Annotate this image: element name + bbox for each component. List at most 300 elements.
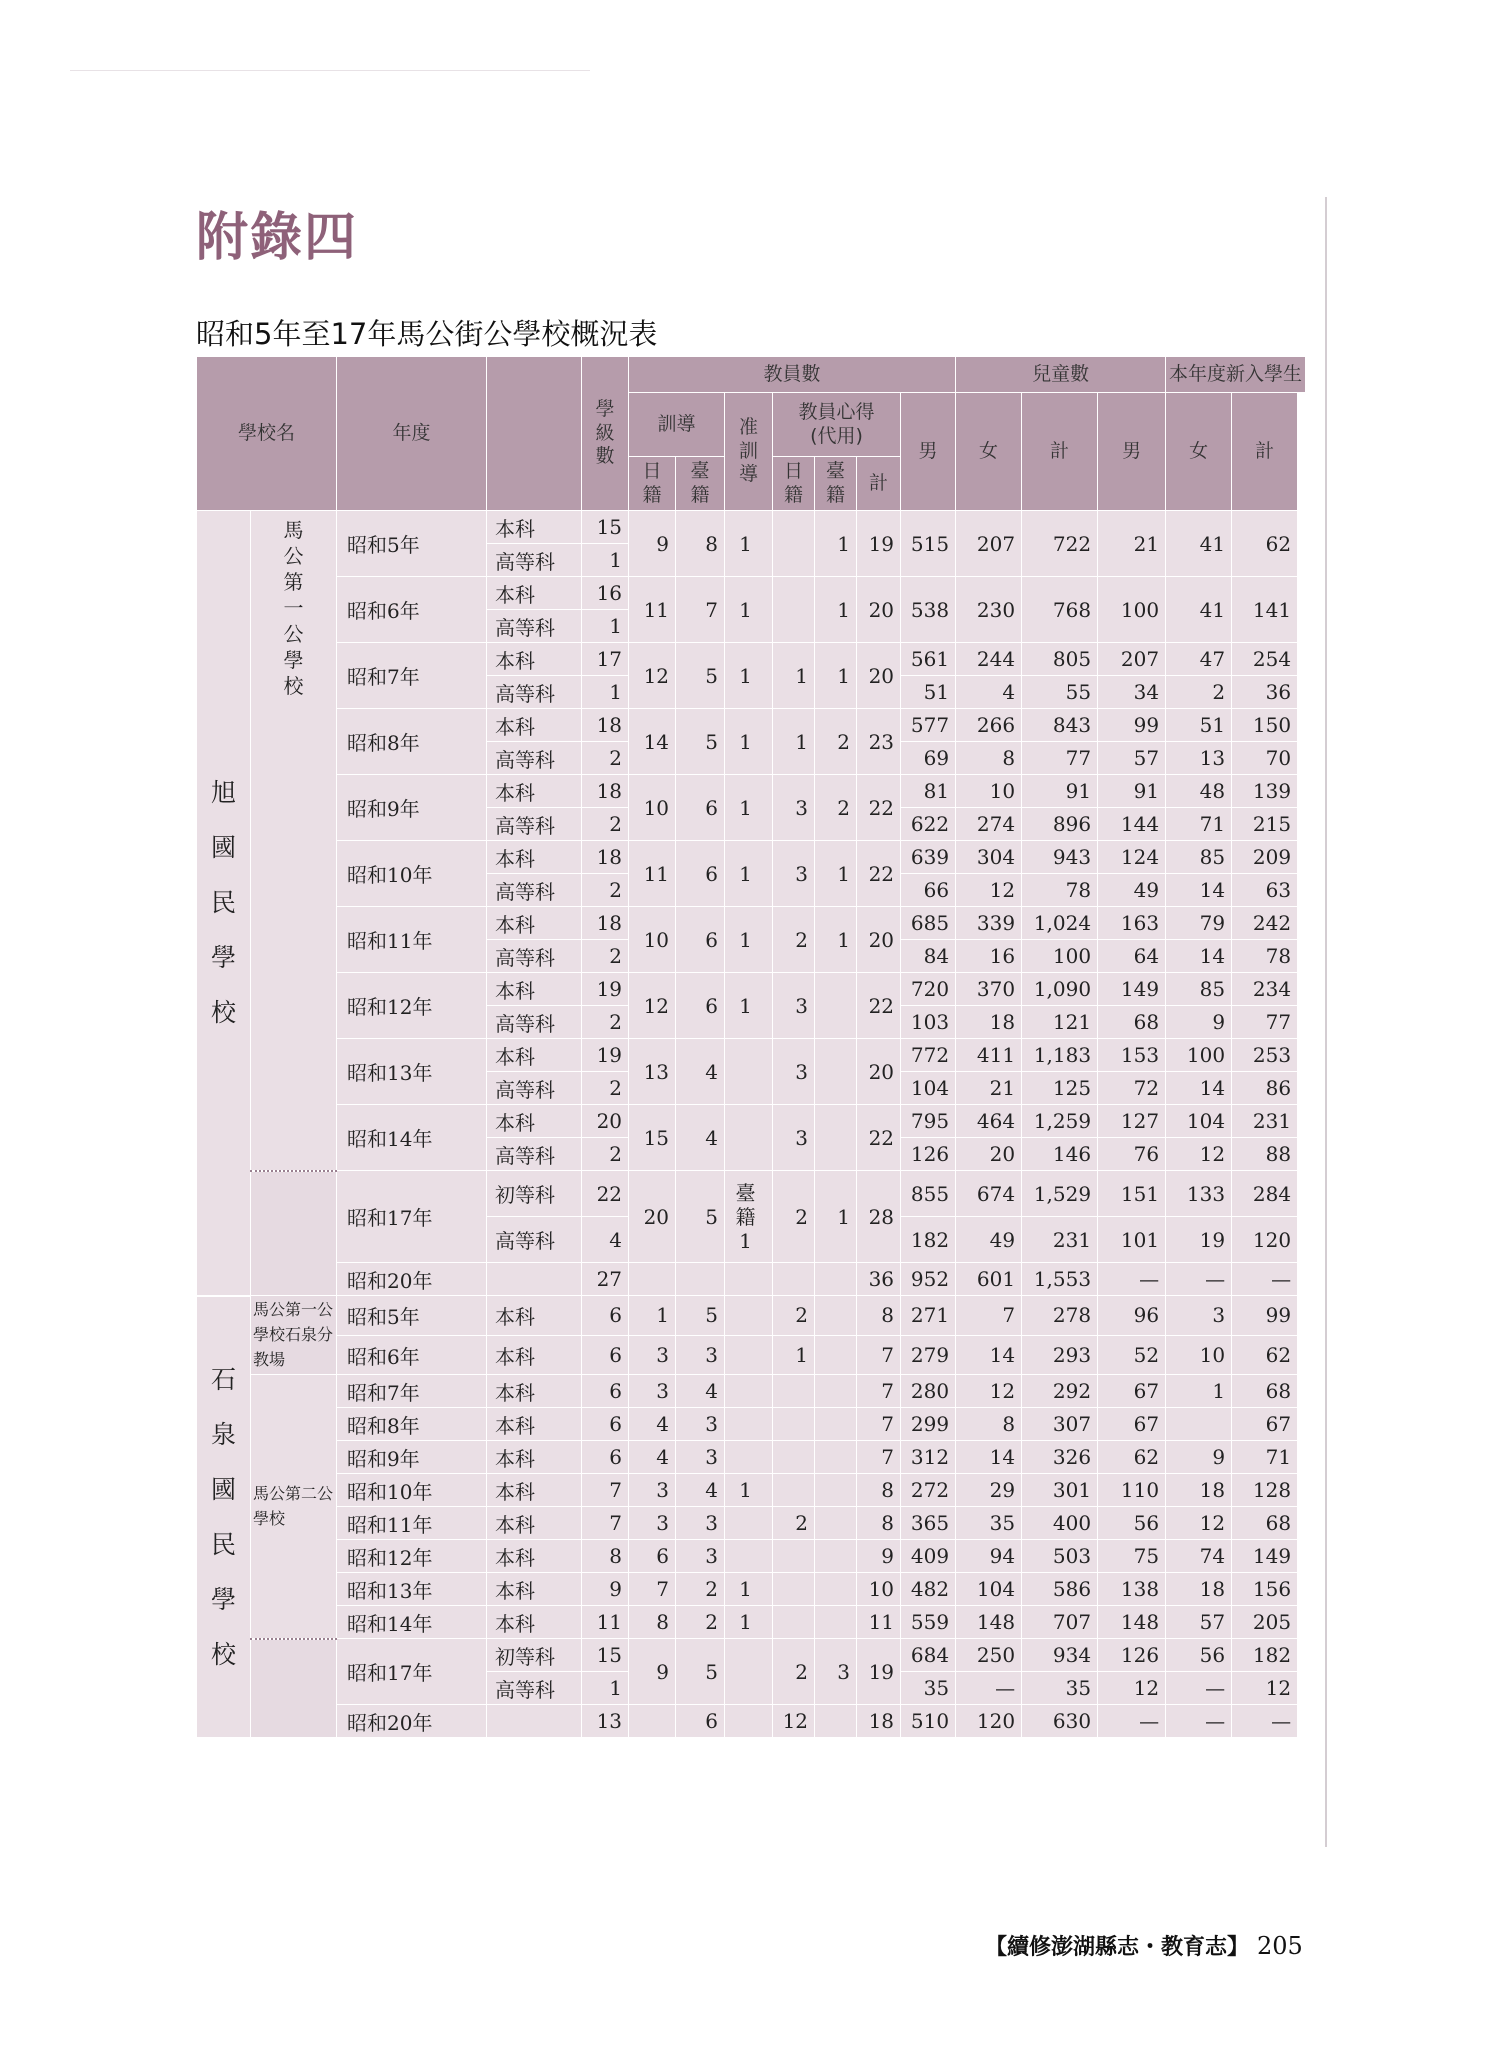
count-cell: 71 [1232, 1441, 1298, 1474]
count-cell: 12 [1232, 1672, 1298, 1705]
teacher-cell [815, 1335, 857, 1375]
count-cell: 67 [1232, 1408, 1298, 1441]
teacher-cell: 5 [676, 1171, 725, 1263]
count-cell: 622 [901, 808, 956, 841]
count-cell: 1 [1166, 1375, 1232, 1408]
classes-cell: 13 [582, 1705, 629, 1738]
teacher-cell: 8 [857, 1507, 901, 1540]
count-cell: 2 [1166, 676, 1232, 709]
count-cell: 515 [901, 511, 956, 577]
year-cell: 昭和14年 [337, 1606, 487, 1639]
count-cell: 47 [1166, 643, 1232, 676]
teacher-cell [773, 1606, 815, 1639]
teacher-cell: 8 [676, 511, 725, 577]
type-cell: 本科 [487, 1573, 582, 1606]
count-cell: 52 [1098, 1335, 1166, 1375]
jun-kundou-cell [725, 1408, 773, 1441]
count-cell: 100 [1098, 577, 1166, 643]
teacher-cell [815, 1296, 857, 1336]
count-cell: 1,553 [1022, 1263, 1098, 1296]
type-cell: 初等科 [487, 1171, 582, 1217]
teacher-cell [773, 1474, 815, 1507]
jun-kundou-cell: 1 [725, 709, 773, 775]
type-cell: 本科 [487, 1296, 582, 1336]
year-cell: 昭和7年 [337, 643, 487, 709]
teacher-cell: 10 [629, 775, 676, 841]
year-cell: 昭和10年 [337, 1474, 487, 1507]
school-name-asahi: 旭國民學校 [197, 511, 251, 1296]
count-cell: 120 [1232, 1217, 1298, 1263]
jun-kundou-cell: 1 [725, 775, 773, 841]
count-cell: 7 [956, 1296, 1022, 1336]
count-cell: 110 [1098, 1474, 1166, 1507]
year-cell: 昭和6年 [337, 1335, 487, 1375]
count-cell: 35 [901, 1672, 956, 1705]
teacher-cell: 4 [676, 1375, 725, 1408]
count-cell: 56 [1166, 1639, 1232, 1672]
teacher-cell: 2 [773, 1296, 815, 1336]
count-cell: 464 [956, 1105, 1022, 1138]
count-cell: 149 [1098, 973, 1166, 1006]
count-cell: 943 [1022, 841, 1098, 874]
teacher-cell: 1 [629, 1296, 676, 1336]
type-cell: 高等科 [487, 874, 582, 907]
jun-kundou-cell: 臺籍1 [725, 1171, 773, 1263]
count-cell: 292 [1022, 1375, 1098, 1408]
count-cell: 99 [1098, 709, 1166, 742]
count-cell: 370 [956, 973, 1022, 1006]
footer-book-title: 【續修澎湖縣志・教育志】 [985, 1934, 1250, 1960]
count-cell: 62 [1232, 1335, 1298, 1375]
count-cell: 9 [1166, 1006, 1232, 1039]
teacher-cell: 3 [629, 1335, 676, 1375]
classes-cell: 18 [582, 709, 629, 742]
count-cell: 934 [1022, 1639, 1098, 1672]
teacher-cell: 2 [773, 907, 815, 973]
teacher-cell: 3 [629, 1375, 676, 1408]
type-cell: 高等科 [487, 1072, 582, 1105]
classes-cell: 17 [582, 643, 629, 676]
count-cell: 266 [956, 709, 1022, 742]
count-cell: 253 [1232, 1039, 1298, 1072]
teacher-cell: 11 [629, 841, 676, 907]
jun-kundou-cell: 1 [725, 907, 773, 973]
teacher-cell [815, 1606, 857, 1639]
classes-cell: 8 [582, 1540, 629, 1573]
year-cell: 昭和14年 [337, 1105, 487, 1171]
count-cell: 96 [1098, 1296, 1166, 1336]
teacher-cell: 4 [676, 1105, 725, 1171]
teacher-cell [773, 1573, 815, 1606]
count-cell: — [1166, 1705, 1232, 1738]
count-cell: 365 [901, 1507, 956, 1540]
year-cell: 昭和6年 [337, 577, 487, 643]
table-row [197, 709, 1306, 742]
table-row [197, 1171, 1306, 1217]
count-cell: 120 [956, 1705, 1022, 1738]
count-cell: 1,259 [1022, 1105, 1098, 1138]
header-new-female: 女 [1166, 393, 1232, 511]
jun-kundou-cell [725, 1507, 773, 1540]
sub-blank [251, 1639, 337, 1738]
teacher-cell: 14 [629, 709, 676, 775]
teacher-cell: 23 [857, 709, 901, 775]
count-cell: 163 [1098, 907, 1166, 940]
count-cell: 271 [901, 1296, 956, 1336]
count-cell: — [1232, 1705, 1298, 1738]
count-cell: 148 [1098, 1606, 1166, 1639]
teacher-cell: 3 [773, 1039, 815, 1105]
classes-cell: 18 [582, 775, 629, 808]
teacher-cell [773, 1441, 815, 1474]
count-cell: 400 [1022, 1507, 1098, 1540]
type-cell: 本科 [487, 1375, 582, 1408]
count-cell: 153 [1098, 1039, 1166, 1072]
count-cell: 55 [1022, 676, 1098, 709]
year-cell: 昭和17年 [337, 1639, 487, 1705]
year-cell: 昭和9年 [337, 775, 487, 841]
teacher-cell [773, 511, 815, 577]
teacher-cell [815, 1705, 857, 1738]
count-cell: 104 [901, 1072, 956, 1105]
jun-kundou-cell [725, 1105, 773, 1171]
count-cell: 510 [901, 1705, 956, 1738]
type-cell: 本科 [487, 841, 582, 874]
teacher-cell: 2 [773, 1171, 815, 1263]
count-cell: 150 [1232, 709, 1298, 742]
classes-cell: 19 [582, 973, 629, 1006]
count-cell: 141 [1232, 577, 1298, 643]
table-row [197, 1507, 1306, 1540]
count-cell: 772 [901, 1039, 956, 1072]
teacher-cell: 11 [857, 1606, 901, 1639]
type-cell: 高等科 [487, 1672, 582, 1705]
classes-cell: 1 [582, 676, 629, 709]
year-cell: 昭和13年 [337, 1039, 487, 1105]
count-cell: 36 [1232, 676, 1298, 709]
teacher-cell [815, 1540, 857, 1573]
teacher-cell: 8 [857, 1296, 901, 1336]
count-cell: 279 [901, 1335, 956, 1375]
count-cell: — [1098, 1705, 1166, 1738]
header-kundou-japanese: 日籍 [629, 457, 676, 511]
classes-cell: 15 [582, 511, 629, 544]
header-jun-kundou: 准訓導 [725, 393, 773, 511]
type-cell: 本科 [487, 1474, 582, 1507]
type-cell: 高等科 [487, 940, 582, 973]
header-year: 年度 [337, 357, 487, 511]
teacher-cell: 11 [629, 577, 676, 643]
teacher-cell [815, 1507, 857, 1540]
type-cell: 本科 [487, 643, 582, 676]
jun-kundou-cell: 1 [725, 511, 773, 577]
count-cell: 146 [1022, 1138, 1098, 1171]
count-cell: 14 [1166, 940, 1232, 973]
count-cell: 896 [1022, 808, 1098, 841]
classes-cell: 7 [582, 1507, 629, 1540]
teacher-cell [676, 1263, 725, 1296]
teacher-cell: 3 [676, 1335, 725, 1375]
count-cell: 144 [1098, 808, 1166, 841]
teacher-cell: 36 [857, 1263, 901, 1296]
count-cell: 85 [1166, 841, 1232, 874]
teacher-cell: 22 [857, 973, 901, 1039]
table-row [197, 1408, 1306, 1441]
type-cell: 高等科 [487, 742, 582, 775]
teacher-cell: 7 [629, 1573, 676, 1606]
year-cell: 昭和10年 [337, 841, 487, 907]
year-cell: 昭和5年 [337, 511, 487, 577]
classes-cell: 6 [582, 1441, 629, 1474]
sub-school-sekisen-branch: 馬公第一公學校石泉分教場 [251, 1296, 337, 1375]
year-cell: 昭和20年 [337, 1705, 487, 1738]
count-cell: 125 [1022, 1072, 1098, 1105]
header-kundou-taiwanese: 臺籍 [676, 457, 725, 511]
count-cell: 207 [1098, 643, 1166, 676]
count-cell: 209 [1232, 841, 1298, 874]
count-cell: 242 [1232, 907, 1298, 940]
teacher-cell: 1 [773, 1335, 815, 1375]
classes-cell: 18 [582, 907, 629, 940]
count-cell: 720 [901, 973, 956, 1006]
teacher-cell: 3 [773, 775, 815, 841]
jun-kundou-cell: 1 [725, 577, 773, 643]
year-cell: 昭和13年 [337, 1573, 487, 1606]
teacher-cell: 3 [773, 841, 815, 907]
count-cell: 1,090 [1022, 973, 1098, 1006]
classes-cell: 20 [582, 1105, 629, 1138]
teacher-cell: 4 [629, 1408, 676, 1441]
teacher-cell: 5 [676, 1296, 725, 1336]
header-child-total: 計 [1022, 393, 1098, 511]
teacher-cell: 12 [773, 1705, 815, 1738]
teacher-cell: 5 [676, 1639, 725, 1705]
count-cell: 411 [956, 1039, 1022, 1072]
count-cell: 103 [901, 1006, 956, 1039]
count-cell: 1,024 [1022, 907, 1098, 940]
jun-kundou-cell [725, 1540, 773, 1573]
count-cell: 41 [1166, 511, 1232, 577]
teacher-cell [815, 1441, 857, 1474]
count-cell: 68 [1098, 1006, 1166, 1039]
type-cell: 本科 [487, 1441, 582, 1474]
type-cell [487, 1263, 582, 1296]
count-cell: 72 [1098, 1072, 1166, 1105]
teacher-cell [773, 1375, 815, 1408]
teacher-cell: 19 [857, 1639, 901, 1705]
classes-cell: 2 [582, 874, 629, 907]
classes-cell: 1 [582, 1672, 629, 1705]
table-row [197, 907, 1306, 940]
margin-rule [1325, 197, 1327, 1847]
teacher-cell: 9 [629, 511, 676, 577]
teacher-cell: 3 [815, 1639, 857, 1705]
count-cell: 293 [1022, 1335, 1098, 1375]
count-cell: 51 [901, 676, 956, 709]
teacher-cell: 8 [629, 1606, 676, 1639]
year-cell: 昭和12年 [337, 973, 487, 1039]
count-cell: 68 [1232, 1507, 1298, 1540]
teacher-cell: 10 [857, 1573, 901, 1606]
teacher-cell: 6 [676, 775, 725, 841]
header-teachers: 教員數 [629, 357, 956, 393]
jun-kundou-cell: 1 [725, 1573, 773, 1606]
count-cell: 41 [1166, 577, 1232, 643]
teacher-cell: 1 [815, 643, 857, 709]
teacher-cell [815, 1408, 857, 1441]
teacher-cell [773, 1408, 815, 1441]
type-cell: 高等科 [487, 676, 582, 709]
type-cell: 本科 [487, 1039, 582, 1072]
count-cell: 63 [1232, 874, 1298, 907]
teacher-cell: 6 [676, 907, 725, 973]
count-cell: 722 [1022, 511, 1098, 577]
count-cell: 70 [1232, 742, 1298, 775]
count-cell: 91 [1098, 775, 1166, 808]
teacher-cell: 2 [676, 1573, 725, 1606]
type-cell: 高等科 [487, 1006, 582, 1039]
teacher-cell [815, 1375, 857, 1408]
count-cell: 12 [956, 1375, 1022, 1408]
count-cell: 307 [1022, 1408, 1098, 1441]
classes-cell: 1 [582, 610, 629, 643]
header-child-female: 女 [956, 393, 1022, 511]
count-cell: 805 [1022, 643, 1098, 676]
count-cell: 18 [1166, 1573, 1232, 1606]
count-cell: 75 [1098, 1540, 1166, 1573]
table-row [197, 1263, 1306, 1296]
classes-cell: 27 [582, 1263, 629, 1296]
count-cell: 124 [1098, 841, 1166, 874]
classes-cell: 11 [582, 1606, 629, 1639]
count-cell: 139 [1232, 775, 1298, 808]
teacher-cell: 18 [857, 1705, 901, 1738]
year-cell: 昭和8年 [337, 1408, 487, 1441]
count-cell: — [1098, 1263, 1166, 1296]
table-row [197, 1705, 1306, 1738]
count-cell: 559 [901, 1606, 956, 1639]
jun-kundou-cell: 1 [725, 973, 773, 1039]
page-number: 205 [1257, 1932, 1303, 1960]
teacher-cell [815, 1039, 857, 1105]
header-new-total: 計 [1232, 393, 1298, 511]
count-cell: 230 [956, 577, 1022, 643]
count-cell: 503 [1022, 1540, 1098, 1573]
teacher-cell: 28 [857, 1171, 901, 1263]
count-cell: 561 [901, 643, 956, 676]
count-cell: 34 [1098, 676, 1166, 709]
count-cell: 630 [1022, 1705, 1098, 1738]
teacher-cell [815, 973, 857, 1039]
type-cell: 高等科 [487, 1138, 582, 1171]
table-row [197, 1039, 1306, 1072]
type-cell: 本科 [487, 1540, 582, 1573]
count-cell: 409 [901, 1540, 956, 1573]
teacher-cell: 1 [815, 841, 857, 907]
type-cell: 本科 [487, 775, 582, 808]
teacher-cell: 22 [857, 841, 901, 907]
year-cell: 昭和5年 [337, 1296, 487, 1336]
header-new-male: 男 [1098, 393, 1166, 511]
teacher-cell: 3 [676, 1507, 725, 1540]
count-cell: 148 [956, 1606, 1022, 1639]
teacher-cell: 12 [629, 643, 676, 709]
teacher-cell: 7 [857, 1441, 901, 1474]
count-cell: 78 [1232, 940, 1298, 973]
count-cell: 85 [1166, 973, 1232, 1006]
teacher-cell: 20 [857, 577, 901, 643]
teacher-cell: 13 [629, 1039, 676, 1105]
teacher-cell: 19 [857, 511, 901, 577]
jun-kundou-cell [725, 1375, 773, 1408]
table-row [197, 1335, 1306, 1375]
count-cell: 21 [1098, 511, 1166, 577]
classes-cell: 6 [582, 1296, 629, 1336]
count-cell: 16 [956, 940, 1022, 973]
count-cell: 3 [1166, 1296, 1232, 1336]
count-cell: 49 [1098, 874, 1166, 907]
count-cell: 707 [1022, 1606, 1098, 1639]
header-kundou: 訓導 [629, 393, 725, 457]
table-row [197, 1474, 1306, 1507]
count-cell: 952 [901, 1263, 956, 1296]
sub-blank [251, 1171, 337, 1296]
teacher-cell: 4 [629, 1441, 676, 1474]
teacher-cell: 4 [676, 1039, 725, 1105]
count-cell: 586 [1022, 1573, 1098, 1606]
year-cell: 昭和8年 [337, 709, 487, 775]
appendix-title: 附錄四 [196, 207, 359, 268]
page-footer [985, 1930, 1303, 1961]
count-cell: 67 [1098, 1408, 1166, 1441]
count-cell: 9 [1166, 1441, 1232, 1474]
year-cell: 昭和7年 [337, 1375, 487, 1408]
teacher-cell: 3 [676, 1408, 725, 1441]
header-type [487, 357, 582, 511]
teacher-cell: 20 [857, 907, 901, 973]
teacher-cell [773, 1540, 815, 1573]
type-cell: 高等科 [487, 610, 582, 643]
count-cell: 138 [1098, 1573, 1166, 1606]
count-cell: 127 [1098, 1105, 1166, 1138]
count-cell: 301 [1022, 1474, 1098, 1507]
teacher-cell [773, 577, 815, 643]
header-shintoku-taiwanese: 臺籍 [815, 457, 857, 511]
classes-cell: 7 [582, 1474, 629, 1507]
count-cell: 250 [956, 1639, 1022, 1672]
school-overview-table [196, 356, 1306, 1738]
count-cell: 69 [901, 742, 956, 775]
count-cell: 304 [956, 841, 1022, 874]
table-row [197, 775, 1306, 808]
teacher-cell [629, 1705, 676, 1738]
teacher-cell: 20 [629, 1171, 676, 1263]
count-cell: — [1166, 1672, 1232, 1705]
table-row [197, 1296, 1306, 1336]
count-cell: 91 [1022, 775, 1098, 808]
count-cell: 76 [1098, 1138, 1166, 1171]
type-cell: 本科 [487, 709, 582, 742]
count-cell: 84 [901, 940, 956, 973]
count-cell: 20 [956, 1138, 1022, 1171]
count-cell: 684 [901, 1639, 956, 1672]
top-rule [70, 70, 590, 71]
type-cell: 高等科 [487, 544, 582, 577]
count-cell: — [1232, 1263, 1298, 1296]
table-row [197, 1540, 1306, 1573]
count-cell: 482 [901, 1573, 956, 1606]
count-cell: — [1166, 1263, 1232, 1296]
